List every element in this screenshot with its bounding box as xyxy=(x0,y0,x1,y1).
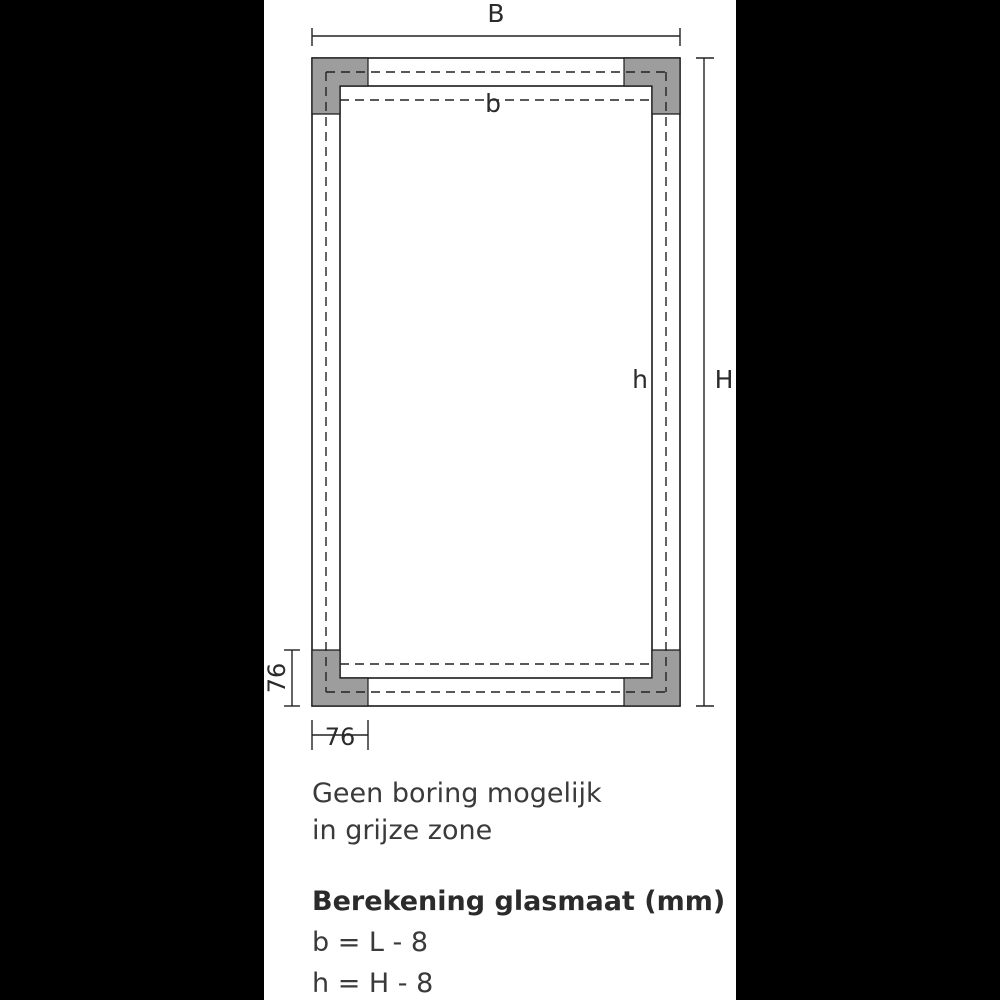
calc-heading: Berekening glasmaat (mm) xyxy=(312,886,726,917)
label-corner-horizontal: 76 xyxy=(324,723,356,751)
dimension-outer-height xyxy=(696,58,733,706)
label-corner-vertical: 76 xyxy=(263,662,291,694)
label-outer-height: H xyxy=(714,365,734,394)
calc-line-2: h = H - 8 xyxy=(312,968,434,999)
dimension-outer-width xyxy=(312,0,680,46)
dimension-corner-vertical xyxy=(263,650,300,706)
label-inner-height: h xyxy=(632,365,648,394)
label-outer-width: B xyxy=(487,0,505,28)
note-line-1: Geen boring mogelijk xyxy=(312,778,602,809)
note-line-2: in grijze zone xyxy=(312,815,493,846)
calc-line-1: b = L - 8 xyxy=(312,927,429,958)
label-inner-width: b xyxy=(485,89,501,118)
frame-outline xyxy=(312,58,680,706)
dimension-corner-horizontal xyxy=(312,720,368,751)
